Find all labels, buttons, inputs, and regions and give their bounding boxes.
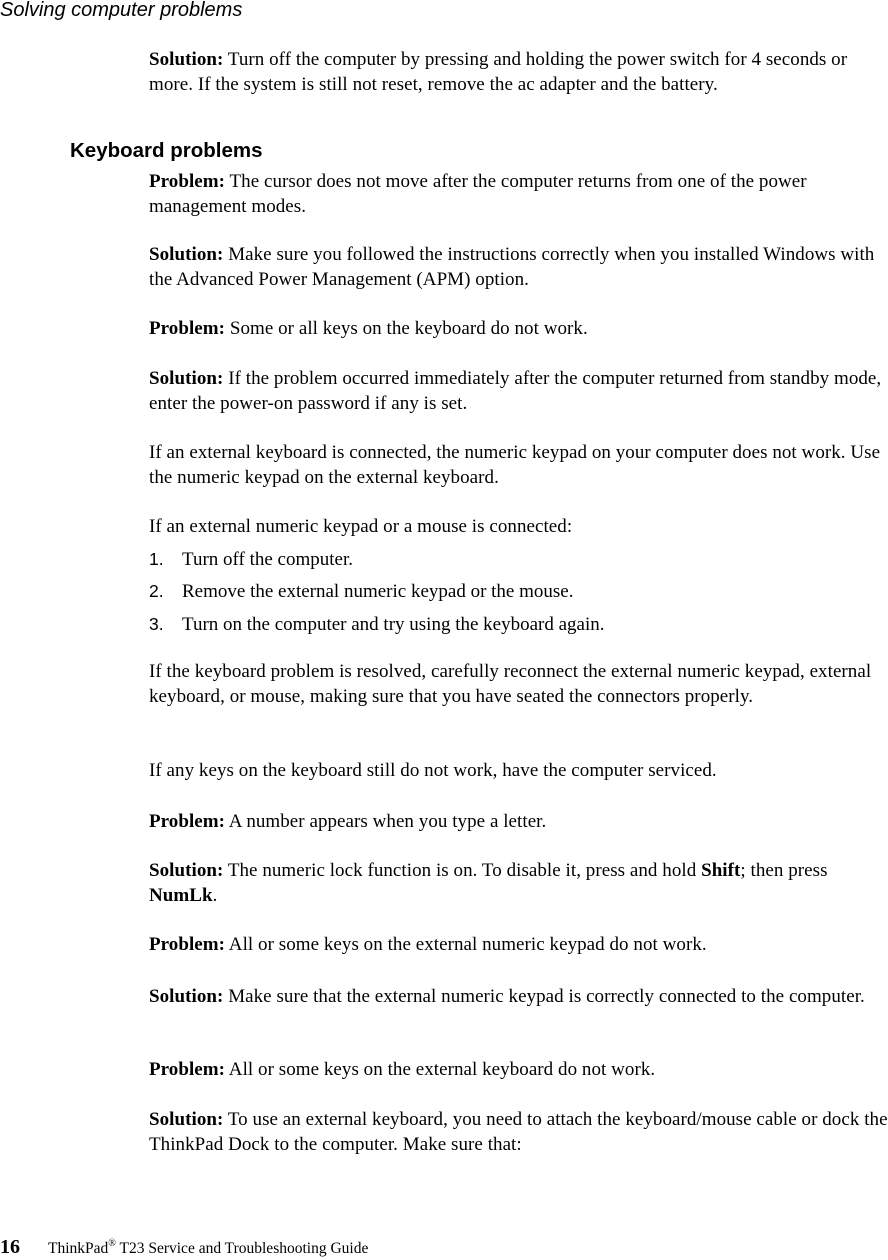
problem-2-paragraph xyxy=(149,317,888,342)
step-number: 3. xyxy=(149,614,164,634)
solution-3-text: The numeric lock function is on. To disable it, press and hold xyxy=(227,860,697,881)
problem-1-text: The cursor does not move after the computer returns from one of the power management modes. xyxy=(149,171,807,217)
solution-label: Solution: xyxy=(149,368,224,389)
shift-key-name: Shift xyxy=(701,860,741,881)
solution-label: Solution: xyxy=(149,244,224,265)
problem-resolved-paragraph: If the keyboard problem is resolved, carefully reconnect the external numeric keypad, external keyboard, or mouse, making sure that you have seated the connectors properly. xyxy=(149,661,872,707)
solution-4-paragraph xyxy=(149,985,888,1010)
solution-4-text: Make sure that the external numeric keypad is correctly connected to the computer. xyxy=(228,986,865,1007)
section-heading-keyboard-problems: Keyboard problems xyxy=(70,139,263,162)
problem-label: Problem: xyxy=(149,934,226,955)
solution-2-paragraph xyxy=(149,367,888,416)
intro-solution-paragraph xyxy=(149,48,888,97)
solution-3-paragraph xyxy=(149,859,888,908)
problem-5-paragraph xyxy=(149,1058,888,1083)
page-number: 16 xyxy=(0,1236,20,1258)
solution-3-text-middle: ; then press xyxy=(740,860,828,881)
external-keypad-paragraph: If an external numeric keypad or a mouse is connected: xyxy=(149,516,573,537)
external-keyboard-paragraph: If an external keyboard is connected, the numeric keypad on your computer does not work. Use the numeric keypad on the external keyboard. xyxy=(149,442,881,488)
running-header-title: Solving computer problems xyxy=(0,0,243,21)
problem-label: Problem: xyxy=(149,318,226,339)
step-number: 2. xyxy=(149,581,164,601)
numlk-key-name: NumLk xyxy=(149,884,213,906)
footer-guide-title: T23 Service and Troubleshooting Guide xyxy=(119,1240,369,1257)
step-text: Turn off the computer. xyxy=(182,549,353,570)
problem-5-text: All or some keys on the external keyboard do not work. xyxy=(228,1059,656,1080)
solution-label: Solution: xyxy=(149,860,224,881)
problem-3-paragraph xyxy=(149,810,888,835)
problem-label: Problem: xyxy=(149,811,226,832)
step-item xyxy=(149,579,573,605)
solution-label: Solution: xyxy=(149,49,224,70)
step-text: Remove the external numeric keypad or the mouse. xyxy=(182,581,574,602)
still-not-working-paragraph: If any keys on the keyboard still do not work, have the computer serviced. xyxy=(149,760,717,781)
step-text: Turn on the computer and try using the keyboard again. xyxy=(182,614,605,635)
intro-solution-text: Turn off the computer by pressing and holding the power switch for 4 seconds or more. If the system is still not reset, remove the ac adapter and the battery. xyxy=(149,49,848,95)
step-item xyxy=(149,612,605,638)
solution-5-text: To use an external keyboard, you need to attach the keyboard/mouse cable or dock the ThinkPad Dock to the computer. Make sure that: xyxy=(149,1109,888,1155)
problem-label: Problem: xyxy=(149,171,226,192)
step-item xyxy=(149,547,353,573)
registered-trademark: ® xyxy=(108,1238,116,1249)
solution-2-text: If the problem occurred immediately after the computer returned from standby mode, enter the power-on password if any is set. xyxy=(149,368,882,414)
solution-3-text-end: . xyxy=(212,884,218,906)
solution-5-paragraph xyxy=(149,1108,888,1157)
footer-product-name: ThinkPad xyxy=(48,1240,109,1257)
page-footer xyxy=(0,1233,368,1260)
step-number: 1. xyxy=(149,549,164,569)
problem-2-text: Some or all keys on the keyboard do not work. xyxy=(229,318,588,339)
solution-1-paragraph xyxy=(149,243,888,292)
problem-4-paragraph xyxy=(149,933,888,958)
problem-3-text: A number appears when you type a letter. xyxy=(228,811,547,832)
problem-label: Problem: xyxy=(149,1059,226,1080)
problem-1-paragraph xyxy=(149,170,888,219)
problem-4-text: All or some keys on the external numeric keypad do not work. xyxy=(228,934,707,955)
solution-1-text: Make sure you followed the instructions correctly when you installed Windows with the Advanced Power Management (APM) option. xyxy=(149,244,875,290)
solution-label: Solution: xyxy=(149,986,224,1007)
solution-label: Solution: xyxy=(149,1109,224,1130)
